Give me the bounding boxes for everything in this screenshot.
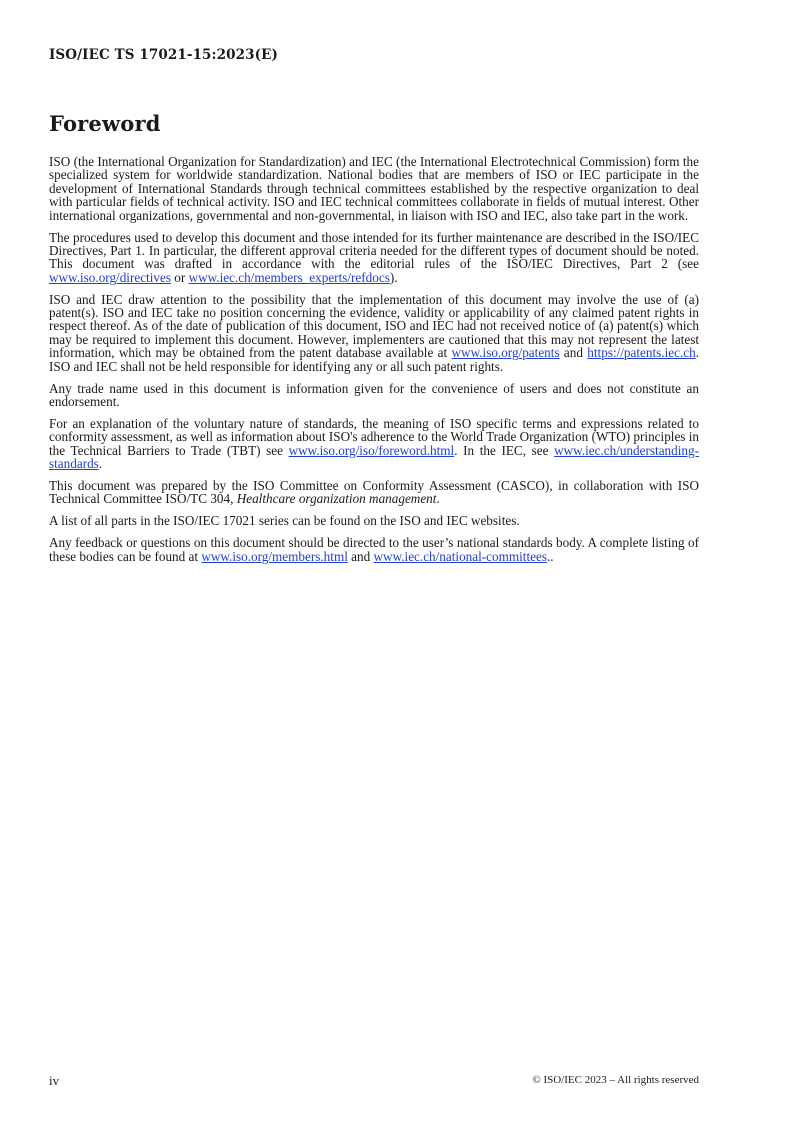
paragraph-trade-name: Any trade name used in this document is information given for the convenience of users and does not constitute an endorsement. [49,380,699,409]
paragraph-text: or [170,269,189,285]
link-iso-patents[interactable]: www.iso.org/patents [451,345,560,361]
paragraph-text: For an explanation of the voluntary nature of standards, the meaning of ISO specific terms and expressions related to conformity assessment, as well as information about ISO's adherence to the World Trade Organization (WTO) principles in the Technical Barriers to Trade (TBT) see [49,415,699,458]
link-iec-understanding-standards[interactable]: www.iec.ch/understanding-standards [49,442,699,472]
paragraph-feedback [49,536,699,563]
paragraph-series-parts: A list of all parts in the ISO/IEC 17021 series can be found on the ISO and IEC websites. [49,513,520,529]
committee-title-italic: Healthcare organization management [236,491,437,507]
paragraph-voluntary-nature [49,417,699,471]
document-id-header: ISO/IEC TS 17021-15:2023(E) [49,47,278,63]
copyright-notice: © ISO/IEC 2023 – All rights reserved [532,1074,699,1086]
paragraph-prepared-by [49,479,699,506]
link-iec-national-committees[interactable]: www.iec.ch/national-committees [373,548,547,564]
page-title: Foreword [49,111,161,136]
paragraph-text: and [347,548,374,564]
paragraph-text: This document was prepared by the ISO Committee on Conformity Assessment (CASCO), in collaboration with ISO Technical Committee ISO/TC 304, [49,478,699,507]
paragraph-patents [49,293,699,373]
paragraph-text: ). [389,269,398,285]
paragraph-text: Any feedback or questions on this document should be directed to the user’s national standards body. A complete listing of these bodies can be found at [49,535,699,564]
paragraph-text: .. [546,548,554,564]
paragraph-text: ISO and IEC draw attention to the possibility that the implementation of this document may involve the use of (a) patent(s). ISO and IEC take no position concerning the evidence, validity or applicability of any claimed patent rights in respect thereof. As of the date of publication of this document, ISO and IEC had not received notice of (a) patent(s) which may be required to implement this document. However, implementers are cautioned that this may not represent the latest information, which may be obtained from the patent database available at [49,291,699,361]
link-iso-foreword[interactable]: www.iso.org/iso/foreword.html [288,442,455,458]
paragraph-text: . In the IEC, see [454,442,555,458]
paragraph-text: . [98,456,103,472]
paragraph-procedures [49,231,699,285]
link-iec-patents[interactable]: https://patents.iec.ch [587,345,696,361]
page-number: iv [49,1073,60,1088]
paragraph-text: and [559,345,588,361]
link-iso-members[interactable]: www.iso.org/members.html [201,548,348,564]
paragraph-standardization-bodies: ISO (the International Organization for Standardization) and IEC (the International Electrotechnical Commission) form the specialized system for worldwide standardization. National bodies that are members of ISO or IEC participate in the development of International Standards through technical committees established by the respective organization to deal with particular fields of technical activity. ISO and IEC technical committees collaborate in fields of mutual interest. Other international organizations, governmental and non-governmental, in liaison with ISO and IEC, also take part in the work. [49,154,699,223]
paragraph-text: . [436,491,440,507]
foreword-body [49,155,699,572]
paragraph-text: The procedures used to develop this document and those intended for its further maintenance are described in the ISO/IEC Directives, Part 1. In particular, the different approval criteria needed for the different types of document should be noted. This document was drafted in accordance with the editorial rules of the ISO/IEC Directives, Part 2 (see [49,229,699,272]
link-iso-directives[interactable]: www.iso.org/directives [49,269,171,285]
link-iec-refdocs[interactable]: www.iec.ch/members_experts/refdocs [188,269,390,285]
paragraph-text: . ISO and IEC shall not be held responsible for identifying any or all such patent rights. [49,345,699,374]
